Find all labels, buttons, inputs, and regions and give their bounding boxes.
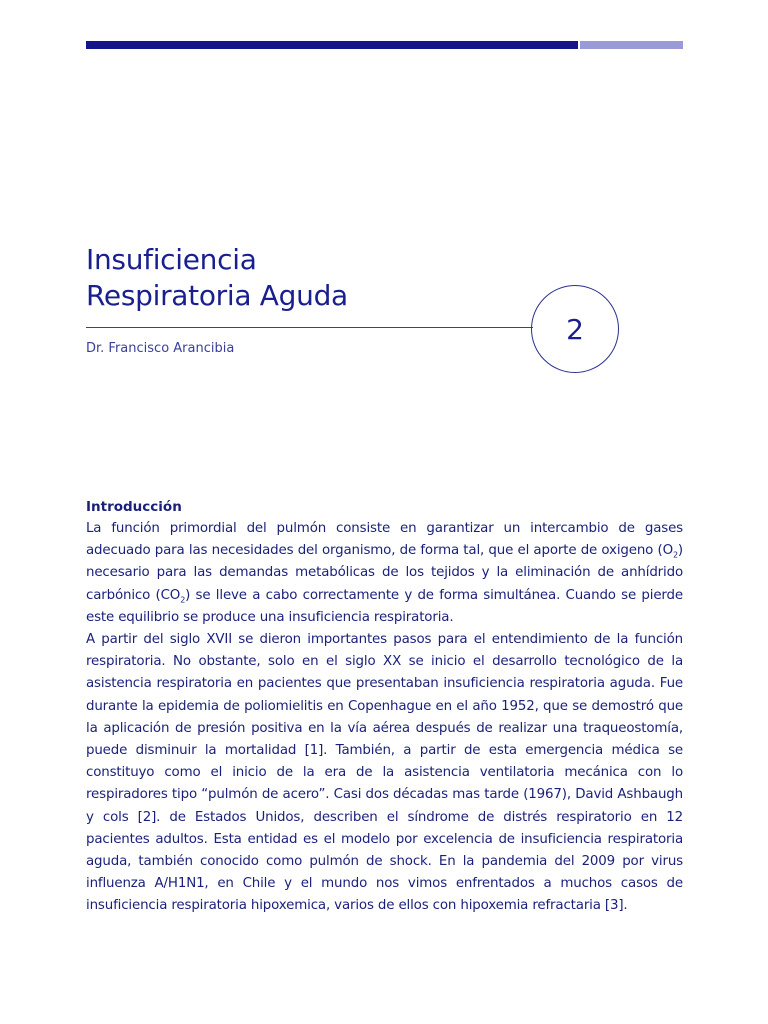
- chapter-title-line-1: Insuficiencia: [86, 243, 257, 276]
- chapter-number-badge: [531, 285, 619, 373]
- paragraph-1-part-c: ) se lleve a cabo correctamente y de forma simultánea. Cuando se pierde este equilibrio se produce una insuficiencia respiratoria.: [86, 587, 683, 625]
- chapter-title-line-2: Respiratoria Aguda: [86, 279, 348, 312]
- chapter-title: [86, 242, 348, 314]
- paragraph-2: A partir del siglo XVII se dieron importantes pasos para el entendimiento de la función respiratoria. No obstante, solo en el siglo XX se inicio el desarrollo tecnológico de la asistencia respiratoria en pacientes que presentaban insuficiencia respiratoria aguda. Fue durante la epidemia de poliomielitis en Copenhague en el año 1952, que se demostró que la aplicación de presión positiva en la vía aérea después de realizar una traqueostomía, puede disminuir la mortalidad [1]. También, a partir de esta emergencia médica se constituyo como el inicio de la era de la asistencia ventilatoria mecánica con lo respiradores tipo “pulmón de acero”. Casi dos décadas mas tarde (1967), David Ashbaugh y cols [2]. de Estados Unidos, describen el síndrome de distrés respiratorio en 12 pacientes adultos. Esta entidad es el modelo por excelencia de insuficiencia respiratoria aguda, también conocido como pulmón de shock. En la pandemia del 2009 por virus influenza A/H1N1, en Chile y el mundo nos vimos enfrentados a muchos casos de insuficiencia respiratoria hipoxemica, varios de ellos con hipoxemia refractaria [3].: [86, 632, 683, 914]
- author-name: Dr. Francisco Arancibia: [86, 341, 235, 356]
- header-bar-dark: [86, 41, 578, 49]
- paragraph-1-part-b: ) necesario para las demandas metabólicas de los tejidos y la eliminación de anhídrido carbónico (CO: [86, 543, 683, 603]
- subscript-co2: 2: [180, 595, 186, 605]
- title-rule: [86, 327, 533, 328]
- introduction-section: [86, 496, 683, 918]
- subscript-o2: 2: [672, 550, 678, 560]
- section-heading: Introducción: [86, 499, 182, 515]
- chapter-number: 2: [566, 312, 584, 346]
- paragraph-1-part-a: La función primordial del pulmón consiste en garantizar un intercambio de gases adecuado para las necesidades del organismo, de forma tal, que el aporte de oxigeno (O: [86, 521, 683, 559]
- header-bar-light: [580, 41, 683, 49]
- paragraph-1: [86, 518, 683, 629]
